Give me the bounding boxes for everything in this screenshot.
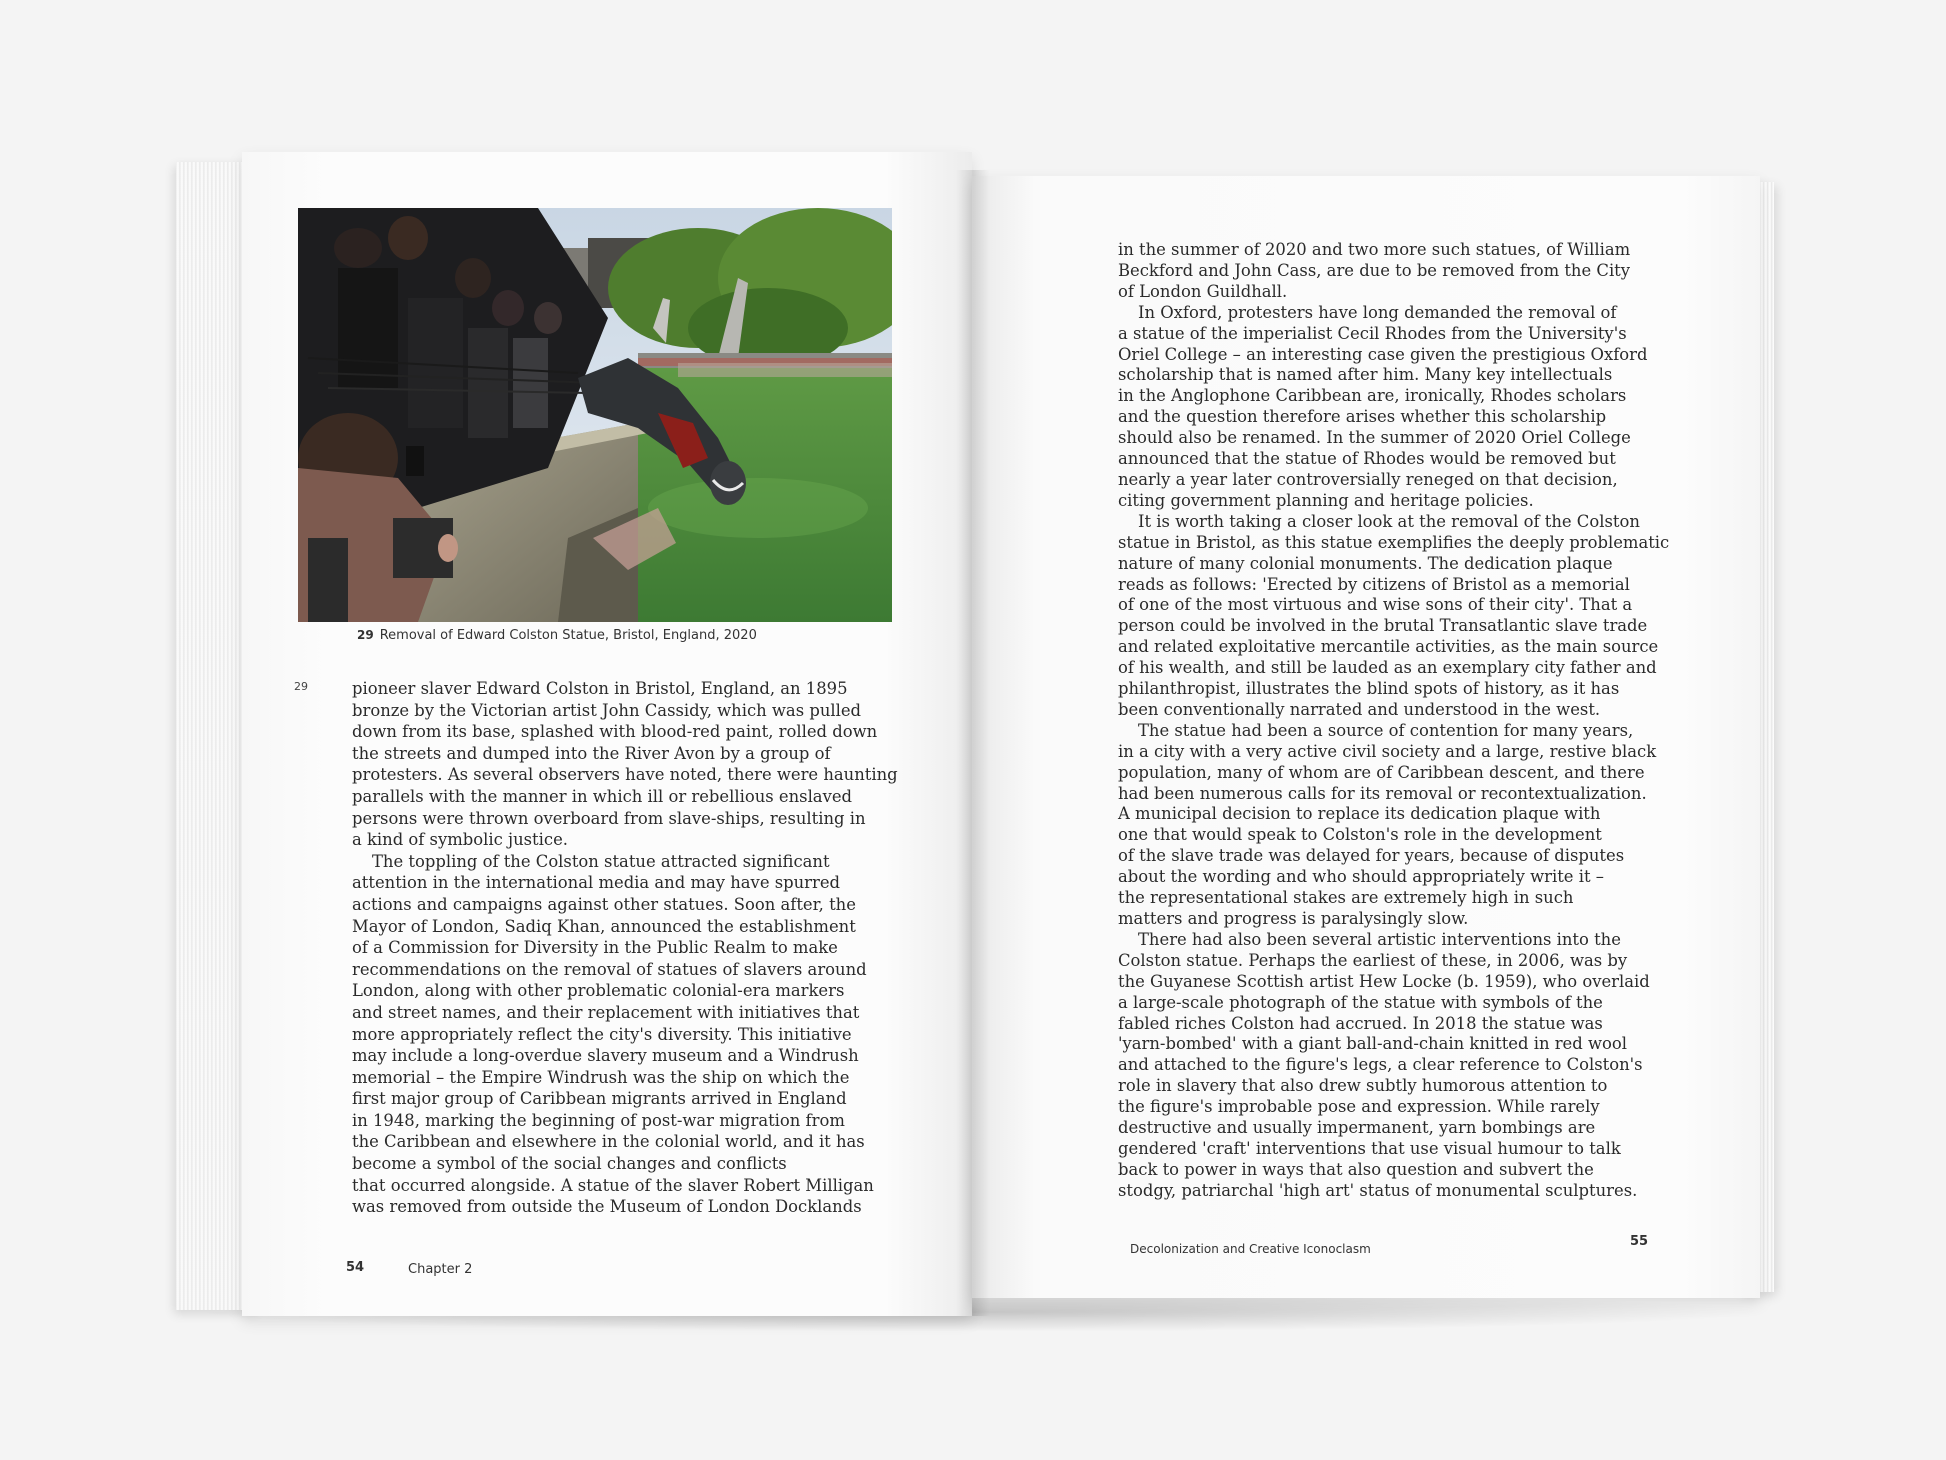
text-line: 'yarn-bombed' with a giant ball-and-chain knitted in red wool [1118, 1034, 1627, 1054]
text-line: statue in Bristol, as this statue exemplifies the deeply problematic [1118, 532, 1670, 552]
text-line: It is worth taking a closer look at the removal of the Colston [1138, 511, 1640, 531]
left-page-number: 54 [346, 1260, 365, 1275]
text-line: stodgy, patriarchal 'high art' status of monumental sculptures. [1118, 1180, 1638, 1200]
figure-photo [298, 208, 892, 622]
text-line: The statue had been a source of contention for many years, [1138, 720, 1634, 740]
text-line: more appropriately reflect the city's diversity. This initiative [352, 1024, 852, 1044]
text-line: destructive and usually impermanent, yarn bombings are [1118, 1118, 1596, 1138]
text-line: and attached to the figure's legs, a clear reference to Colston's [1118, 1055, 1643, 1075]
body-paragraph [1118, 303, 1669, 512]
text-line: a statue of the imperialist Cecil Rhodes from the University's [1118, 323, 1627, 343]
text-line: the streets and dumped into the River Avon by a group of [352, 743, 831, 763]
text-line: actions and campaigns against other statues. Soon after, the [352, 894, 856, 914]
left-page-body-text [352, 678, 898, 1218]
text-line: the Caribbean and elsewhere in the colonial world, and it has [352, 1132, 865, 1152]
body-paragraph [1118, 721, 1669, 930]
text-line: in the Anglophone Caribbean are, ironically, Rhodes scholars [1118, 386, 1627, 406]
text-line: of his wealth, and still be lauded as an exemplary city father and [1118, 658, 1657, 678]
text-line: in 1948, marking the beginning of post-war migration from [352, 1110, 845, 1130]
margin-figure-reference: 29 [294, 680, 308, 693]
text-line: memorial – the Empire Windrush was the ship on which the [352, 1067, 850, 1087]
text-line: in a city with a very active civil society and a large, restive black [1118, 741, 1657, 761]
text-line: gendered 'craft' interventions that use visual humour to talk [1118, 1138, 1621, 1158]
text-line: the figure's improbable pose and expression. While rarely [1118, 1097, 1600, 1117]
left-running-head: Chapter 2 [408, 1262, 473, 1277]
text-line: may include a long-overdue slavery museum and a Windrush [352, 1046, 859, 1066]
text-line: A municipal decision to replace its dedication plaque with [1118, 804, 1601, 824]
text-line: London, along with other problematic colonial-era markers [352, 981, 845, 1001]
text-line: attention in the international media and may have spurred [352, 873, 841, 893]
text-line: had been numerous calls for its removal or recontextualization. [1118, 783, 1647, 803]
right-page-number: 55 [1630, 1234, 1649, 1249]
text-line: Beckford and John Cass, are due to be removed from the City [1118, 260, 1631, 280]
text-line: philanthropist, illustrates the blind spots of history, as it has [1118, 679, 1620, 699]
text-line: of a Commission for Diversity in the Public Realm to make [352, 938, 838, 958]
text-line: announced that the statue of Rhodes would be removed but [1118, 449, 1616, 469]
text-line: become a symbol of the social changes and conflicts [352, 1154, 787, 1174]
text-line: population, many of whom are of Caribbean descent, and there [1118, 762, 1645, 782]
body-paragraph [1118, 930, 1669, 1202]
text-line: recommendations on the removal of statues of slavers around [352, 959, 867, 979]
text-line: person could be involved in the brutal Transatlantic slave trade [1118, 616, 1648, 636]
text-line: fabled riches Colston had accrued. In 2018 the statue was [1118, 1013, 1603, 1033]
text-line: and street names, and their replacement with initiatives that [352, 1002, 860, 1022]
text-line: and the question therefore arises whether this scholarship [1118, 407, 1607, 427]
text-line: been conventionally narrated and understood in the west. [1118, 699, 1601, 719]
text-line: one that would speak to Colston's role in the development [1118, 825, 1602, 845]
text-line: pioneer slaver Edward Colston in Bristol, England, an 1895 [352, 679, 848, 698]
right-page-body-text [1118, 240, 1669, 1202]
text-line: nature of many colonial monuments. The dedication plaque [1118, 553, 1613, 573]
text-line: of the slave trade was delayed for years, because of disputes [1118, 846, 1625, 866]
text-line: bronze by the Victorian artist John Cassidy, which was pulled [352, 700, 862, 720]
text-line: persons were thrown overboard from slave-ships, resulting in [352, 808, 866, 828]
text-line: There had also been several artistic interventions into the [1138, 929, 1621, 949]
text-line: Mayor of London, Sadiq Khan, announced the establishment [352, 916, 856, 936]
figure-caption-text: Removal of Edward Colston Statue, Bristol, England, 2020 [379, 628, 757, 643]
text-line: the representational stakes are extremely high in such [1118, 888, 1574, 908]
body-paragraph [1118, 512, 1669, 721]
text-line: back to power in ways that also question and subvert the [1118, 1159, 1594, 1179]
text-line: a kind of symbolic justice. [352, 830, 568, 850]
text-line: parallels with the manner in which ill or rebellious enslaved [352, 786, 853, 806]
body-paragraph [1118, 240, 1669, 303]
text-line: protesters. As several observers have noted, there were haunting [352, 765, 898, 785]
text-line: first major group of Caribbean migrants arrived in England [352, 1089, 847, 1109]
book-spine [956, 170, 990, 1316]
text-line: that occurred alongside. A statue of the slaver Robert Milligan [352, 1175, 874, 1195]
text-line: matters and progress is paralysingly slow. [1118, 909, 1469, 928]
text-line: citing government planning and heritage policies. [1118, 490, 1534, 510]
text-line: of London Guildhall. [1118, 281, 1288, 301]
body-paragraph [352, 678, 898, 851]
figure-caption [357, 628, 877, 643]
text-line: reads as follows: 'Erected by citizens of Bristol as a memorial [1118, 574, 1630, 594]
text-line: down from its base, splashed with blood-red paint, rolled down [352, 722, 878, 742]
text-line: was removed from outside the Museum of London Docklands [352, 1197, 862, 1217]
statue-removal-photo [298, 208, 892, 622]
text-line: about the wording and who should appropriately write it – [1118, 867, 1604, 887]
text-line: Oriel College – an interesting case given the prestigious Oxford [1118, 344, 1648, 364]
text-line: should also be renamed. In the summer of 2020 Oriel College [1118, 428, 1631, 448]
text-line: In Oxford, protesters have long demanded the removal of [1138, 302, 1617, 322]
body-paragraph [352, 851, 898, 1218]
text-line: a large-scale photograph of the statue with symbols of the [1118, 992, 1603, 1012]
text-line: the Guyanese Scottish artist Hew Locke (b. 1959), who overlaid [1118, 971, 1650, 991]
figure-number: 29 [357, 628, 374, 642]
text-line: scholarship that is named after him. Many key intellectuals [1118, 365, 1613, 385]
text-line: role in slavery that also drew subtly humorous attention to [1118, 1076, 1608, 1096]
text-line: The toppling of the Colston statue attracted significant [372, 851, 830, 871]
text-line: of one of the most virtuous and wise sons of their city'. That a [1118, 595, 1633, 615]
text-line: and related exploitative mercantile activities, as the main source [1118, 637, 1659, 657]
text-line: Colston statue. Perhaps the earliest of these, in 2006, was by [1118, 950, 1628, 970]
text-line: nearly a year later controversially reneged on that decision, [1118, 469, 1618, 489]
right-running-head: Decolonization and Creative Iconoclasm [1130, 1242, 1371, 1256]
text-line: in the summer of 2020 and two more such statues, of William [1118, 240, 1631, 259]
